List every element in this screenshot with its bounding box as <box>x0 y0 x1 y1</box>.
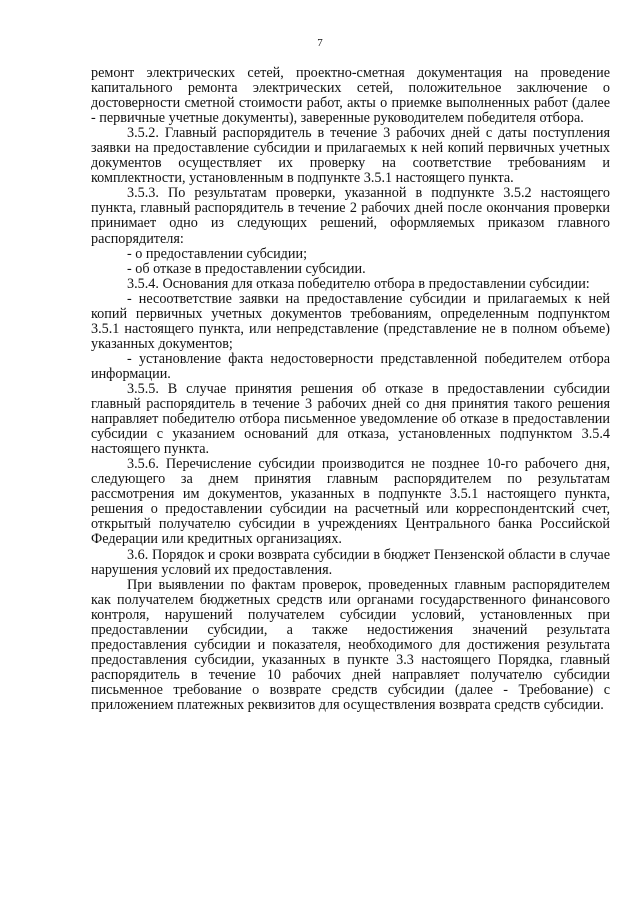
list-item: - несоответствие заявки на предоставление субсидии и прилагаемых к ней копий первичных учетных документов требованиям, определенным подпунктом 3.5.1 настоящего пункта, или непредставление (представление не в полном объеме) указанных документов; <box>91 290 610 352</box>
list-item: - о предоставлении субсидии; <box>127 245 308 262</box>
paragraph: 3.5.3. По результатам проверки, указанной в подпункте 3.5.2 настоящего пункта, главный распорядитель в течение 2 рабочих дней после окончания проверки принимает одно из следующих решений, оформляемых приказом главного распорядителя: <box>91 185 610 247</box>
list-item: - установление факта недостоверности представленной победителем отбора информации. <box>91 350 610 382</box>
paragraph: 3.6. Порядок и сроки возврата субсидии в бюджет Пензенской области в случае нарушения условий их предоставления. <box>91 546 610 578</box>
document-body <box>91 66 610 713</box>
paragraph: 3.5.6. Перечисление субсидии производится не позднее 10-го рабочего дня, следующего за днем принятия главным распорядителем по результатам рассмотрения им документов, указанных в подпункте 3.5.1 настоящего пункта, решения о предоставлении субсидии на расчетный или корреспондентский счет, открытый получателю субсидии в учреждениях Центрального банка Российской Федерации или кредитных организациях. <box>91 456 610 548</box>
paragraph: При выявлении по фактам проверок, проведенных главным распорядителем как получателем бюджетных средств или органами государственного финансового контроля, нарушений получателем субсидии условий, установленных при предоставлении субсидии, а также недостижения значений результата предоставления субсидии и показателя, необходимого для достижения результата предоставления субсидии, указанных в пункте 3.3 настоящего Порядка, главный распорядитель в течение 10 рабочих дней направляет получателю субсидии письменное требование о возврате средств субсидии (далее - Требование) с приложением платежных реквизитов для осуществления возврата средств субсидии. <box>91 576 610 713</box>
paragraph: 3.5.5. В случае принятия решения об отказе в предоставлении субсидии главный распорядитель в течение 3 рабочих дней со дня принятия такого решения направляет победителю отбора письменное уведомление об отказе в предоставлении субсидии с указанием оснований для отказа, установленных подпунктом 3.5.4 настоящего пункта. <box>91 380 610 458</box>
list-item: - об отказе в предоставлении субсидии. <box>127 260 366 277</box>
paragraph: ремонт электрических сетей, проектно-сметная документация на проведение капитального ремонта электрических сетей, положительное заключение о достоверности сметной стоимости работ, акты о приемке выполненных работ (далее - первичные учетные документы), заверенные руководителем победителя отбора. <box>91 65 610 127</box>
page-number: 7 <box>317 37 323 49</box>
paragraph: 3.5.4. Основания для отказа победителю отбора в предоставлении субсидии: <box>127 275 590 292</box>
paragraph: 3.5.2. Главный распорядитель в течение 3 рабочих дней с даты поступления заявки на предоставление субсидии и прилагаемых к ней копий первичных учетных документов осуществляет их проверку на соответствие требованиям и комплектности, установленным в подпункте 3.5.1 настоящего пункта. <box>91 125 610 187</box>
